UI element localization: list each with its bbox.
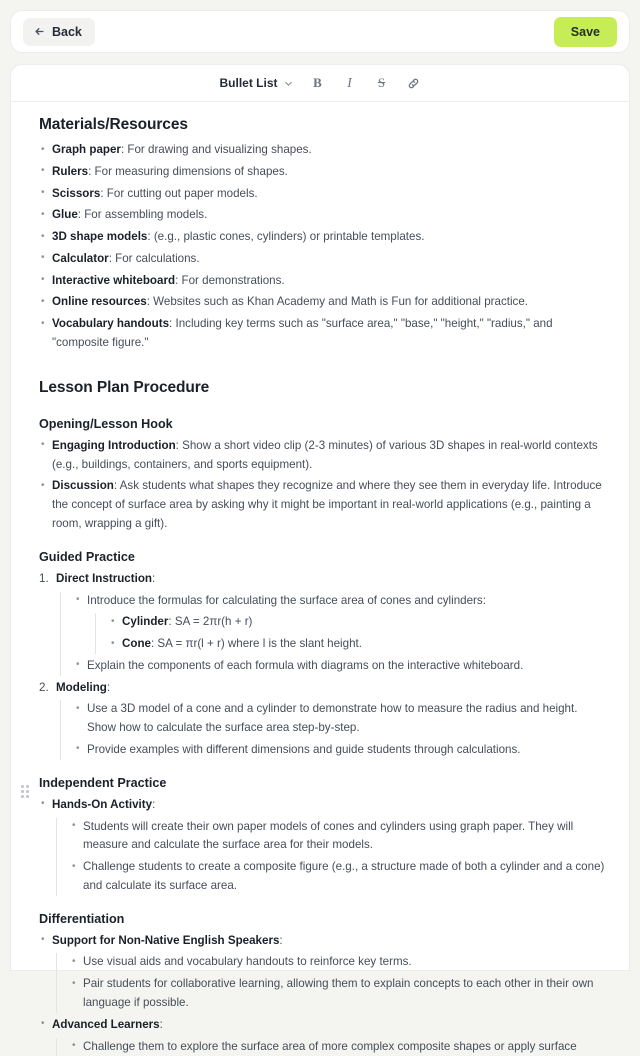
list-item-suffix: : [152, 797, 156, 811]
nested-list [60, 592, 607, 676]
nested-list-item[interactable] [110, 635, 607, 654]
list-item-text: : Including key terms such as "surface area," "base," "height," "radius," and "composite figure." [52, 317, 553, 350]
list-item-label: Advanced Learners [52, 1017, 160, 1031]
formula-label: Cylinder [122, 615, 169, 629]
nested-list-level2 [95, 613, 607, 654]
list-item-label: Support for Non-Native English Speakers [52, 933, 280, 947]
list-item-label: Calculator [52, 251, 109, 265]
numbered-item-label: Modeling [56, 680, 107, 694]
nested-list-item[interactable] [75, 592, 607, 654]
numbered-list-item[interactable] [39, 570, 607, 676]
list-item[interactable] [39, 206, 607, 225]
nested-list [56, 953, 607, 1012]
list-item-label: Discussion [52, 479, 114, 493]
list-item-text: : Websites such as Khan Academy and Math is Fun for additional practice. [146, 295, 529, 309]
list-item[interactable] [39, 796, 607, 896]
subsection-heading-independent: Independent Practice [39, 775, 167, 790]
nested-list-item[interactable] [75, 741, 607, 760]
nested-list-item[interactable] [75, 657, 607, 676]
nested-item-text: Introduce the formulas for calculating the surface area of cones and cylinders: [87, 593, 486, 607]
nested-list-item[interactable] [71, 1038, 607, 1056]
list-item-text: : For calculations. [108, 251, 200, 265]
subsection-heading-differentiation: Differentiation [39, 911, 125, 926]
numbered-item-label: Direct Instruction [56, 571, 152, 585]
list-item-text: : For demonstrations. [175, 273, 285, 287]
list-item[interactable] [39, 228, 607, 247]
list-item-label: Engaging Introduction [52, 438, 176, 452]
nested-list-item[interactable] [71, 818, 607, 856]
header-bar [10, 10, 630, 53]
list-item-label: Hands-On Activity [52, 797, 153, 811]
nested-list-item[interactable] [71, 953, 607, 972]
nested-item-text: Challenge them to explore the surface area of more complex composite shapes or apply surface [83, 1039, 577, 1053]
list-item[interactable] [39, 185, 607, 204]
section-heading-materials: Materials/Resources [39, 116, 188, 133]
opening-list [39, 437, 607, 534]
list-item-label: Online resources [52, 295, 147, 309]
nested-list [56, 818, 607, 896]
independent-practice-list [39, 796, 607, 896]
list-item-text: : For drawing and visualizing shapes. [120, 143, 312, 156]
list-item[interactable] [39, 141, 607, 160]
bold-button[interactable]: B [313, 75, 322, 90]
formula-text: : SA = 2πr(h + r) [168, 615, 253, 629]
nested-item-text: Provide examples with different dimensions and guide students through calculations. [87, 742, 521, 756]
list-item[interactable] [39, 272, 607, 291]
editor-card [10, 64, 630, 1053]
nested-list-item[interactable] [75, 700, 607, 738]
nested-list [56, 1038, 607, 1056]
list-item-text: : (e.g., plastic cones, cylinders) or printable templates. [147, 230, 425, 244]
list-item[interactable] [39, 315, 607, 353]
back-button[interactable] [23, 18, 95, 46]
list-item-label: Vocabulary handouts [52, 317, 170, 331]
editor-toolbar [11, 65, 629, 102]
nested-item-text: Use visual aids and vocabulary handouts to reinforce key terms. [83, 955, 412, 969]
list-item-label: Graph paper [52, 143, 121, 156]
block-type-select[interactable] [213, 72, 298, 94]
list-item[interactable] [39, 437, 607, 475]
subsection-heading-guided: Guided Practice [39, 549, 135, 564]
strikethrough-button[interactable]: S [377, 75, 386, 90]
chevron-down-icon [284, 79, 293, 88]
list-item-label: Rulers [52, 164, 89, 178]
list-item-label: 3D shape models [52, 230, 148, 244]
list-item-text: : For assembling models. [77, 208, 208, 222]
list-item-text: : For measuring dimensions of shapes. [88, 164, 288, 178]
list-item[interactable] [39, 932, 607, 1013]
formula-text: : SA = πr(l + r) where l is the slant height. [150, 637, 362, 651]
list-item-suffix: : [159, 1017, 163, 1031]
nested-list-item[interactable] [110, 613, 607, 632]
differentiation-list [39, 932, 607, 1056]
materials-list [39, 141, 607, 353]
section-heading-procedure: Lesson Plan Procedure [39, 378, 210, 396]
list-item[interactable] [39, 250, 607, 269]
italic-button[interactable]: I [347, 75, 352, 90]
nested-list-item[interactable] [71, 975, 607, 1013]
save-button[interactable]: Save [554, 17, 617, 47]
list-item-label: Glue [52, 208, 78, 222]
document-body[interactable] [11, 102, 629, 1053]
nested-item-text: Challenge students to create a composite figure (e.g., a structure made of both a cylinder and a cone) and calculate its surface area. [83, 860, 605, 892]
nested-item-text: Students will create their own paper models of cones and cylinders using graph paper. They will measure and calculate the surface area for their models. [83, 819, 574, 852]
list-item[interactable] [39, 163, 607, 182]
block-type-label: Bullet List [219, 76, 278, 90]
nested-list [60, 700, 607, 759]
list-item-label: Interactive whiteboard [52, 273, 176, 287]
guided-practice-list [39, 570, 607, 760]
link-button[interactable] [401, 71, 427, 95]
list-item[interactable] [39, 293, 607, 312]
list-item[interactable] [39, 1016, 607, 1056]
list-item[interactable] [39, 477, 607, 533]
nested-item-text: Pair students for collaborative learning, allowing them to explain concepts to each other in their own language if possible. [83, 977, 594, 1009]
numbered-item-suffix: : [106, 680, 111, 694]
list-item-text: : For cutting out paper models. [100, 186, 258, 200]
nested-item-text: Explain the components of each formula with diagrams on the interactive whiteboard. [87, 658, 524, 672]
link-icon [407, 77, 420, 90]
list-item-text: : Show a short video clip (2-3 minutes) of various 3D shapes in real-world contexts (e.g., buildings, containers, and sports equipment). [52, 438, 598, 471]
numbered-list-item[interactable] [39, 679, 607, 760]
nested-list-item[interactable] [71, 858, 607, 896]
list-item-label: Scissors [52, 186, 101, 200]
back-button-label: Back [52, 24, 82, 39]
nested-item-text: Use a 3D model of a cone and a cylinder to demonstrate how to measure the radius and height. Show how to calculate the surface area step-by-step. [87, 702, 578, 735]
list-item-suffix: : [279, 933, 283, 947]
formula-label: Cone [122, 637, 151, 651]
numbered-item-suffix: : [151, 571, 156, 585]
subsection-heading-opening: Opening/Lesson Hook [39, 416, 173, 431]
list-item-text: : Ask students what shapes they recognize and where they see them in everyday life. Introduce the concept of surface area by asking why it might be important in real-world applications (e.g., painting a room, wrapping a gift). [52, 479, 602, 530]
block-drag-handle[interactable] [21, 785, 31, 799]
arrow-left-icon [34, 26, 45, 37]
